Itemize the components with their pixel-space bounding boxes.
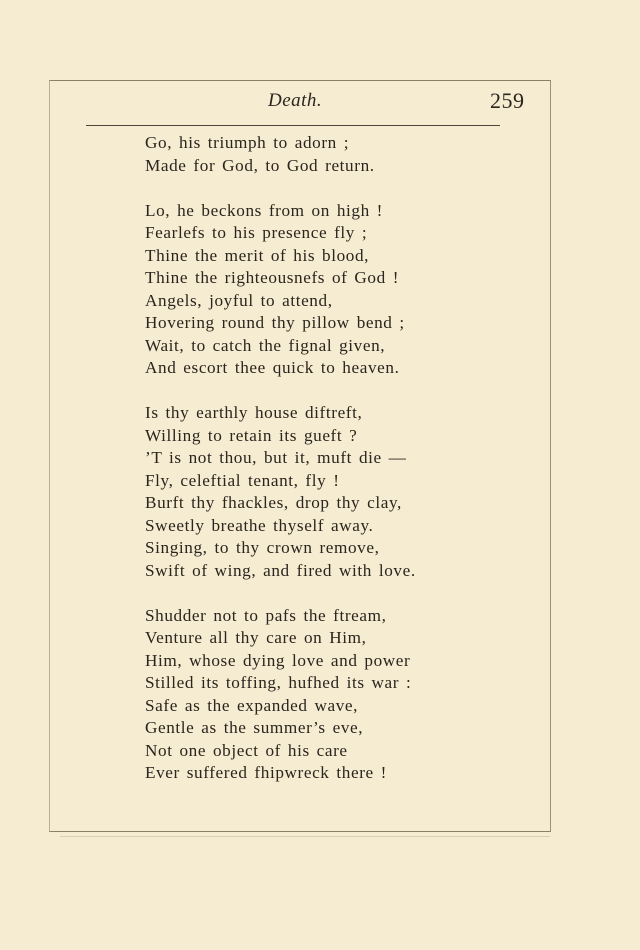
page-edge-shadow — [60, 836, 550, 837]
poem-line: Thine the righteousnefs of God ! — [145, 268, 400, 287]
poem-line: Shudder not to pafs the ftream, — [145, 605, 387, 625]
poem-line: Made for God, to God return. — [145, 155, 375, 175]
poem-line: Venture all thy care on Him, — [145, 628, 367, 647]
poem-line: Burft thy fhackles, drop thy clay, — [145, 493, 402, 512]
poem-line: Singing, to thy crown remove, — [145, 538, 380, 557]
poem-line: Wait, to catch the fignal given, — [145, 335, 386, 355]
poem-line: Hovering round thy pillow bend ; — [145, 313, 405, 332]
poem-line: Gentle as the summer’s eve, — [145, 718, 364, 737]
poem-line: And escort thee quick to heaven. — [145, 358, 400, 377]
poem-line: Go, his triumph to adorn ; — [145, 133, 350, 152]
poem-line: Stilled its toffing, hufhed its war : — [145, 673, 412, 692]
stanza — [145, 605, 445, 785]
poem-line: Thine the merit of his blood, — [145, 245, 370, 265]
page-title: Death. — [268, 90, 323, 111]
poem-line: Him, whose dying love and power — [145, 650, 411, 670]
poem-line: ’T is not thou, but it, muft die — — [145, 448, 407, 467]
poem-line: Not one object of his care — [145, 740, 348, 760]
running-head — [0, 84, 640, 124]
stanza — [145, 200, 445, 380]
poem-line: Fly, celeftial tenant, fly ! — [145, 470, 340, 490]
poem-line: Sweetly breathe thyself away. — [145, 515, 374, 535]
page-number: 259 — [490, 88, 525, 113]
poem-line: Fearlefs to his presence fly ; — [145, 223, 368, 242]
poem-line: Lo, he beckons from on high ! — [145, 200, 383, 220]
poem-line: Safe as the expanded wave, — [145, 695, 359, 715]
header-rule — [86, 125, 500, 126]
poem-body — [145, 132, 445, 807]
poem-line: Angels, joyful to attend, — [145, 290, 333, 310]
poem-line: Is thy earthly house diftreft, — [145, 403, 363, 422]
poem-line: Swift of wing, and fired with love. — [145, 560, 416, 580]
stanza — [145, 132, 445, 177]
poem-line: Ever suffered fhipwreck there ! — [145, 763, 387, 782]
stanza — [145, 402, 445, 582]
poem-line: Willing to retain its gueft ? — [145, 425, 358, 445]
